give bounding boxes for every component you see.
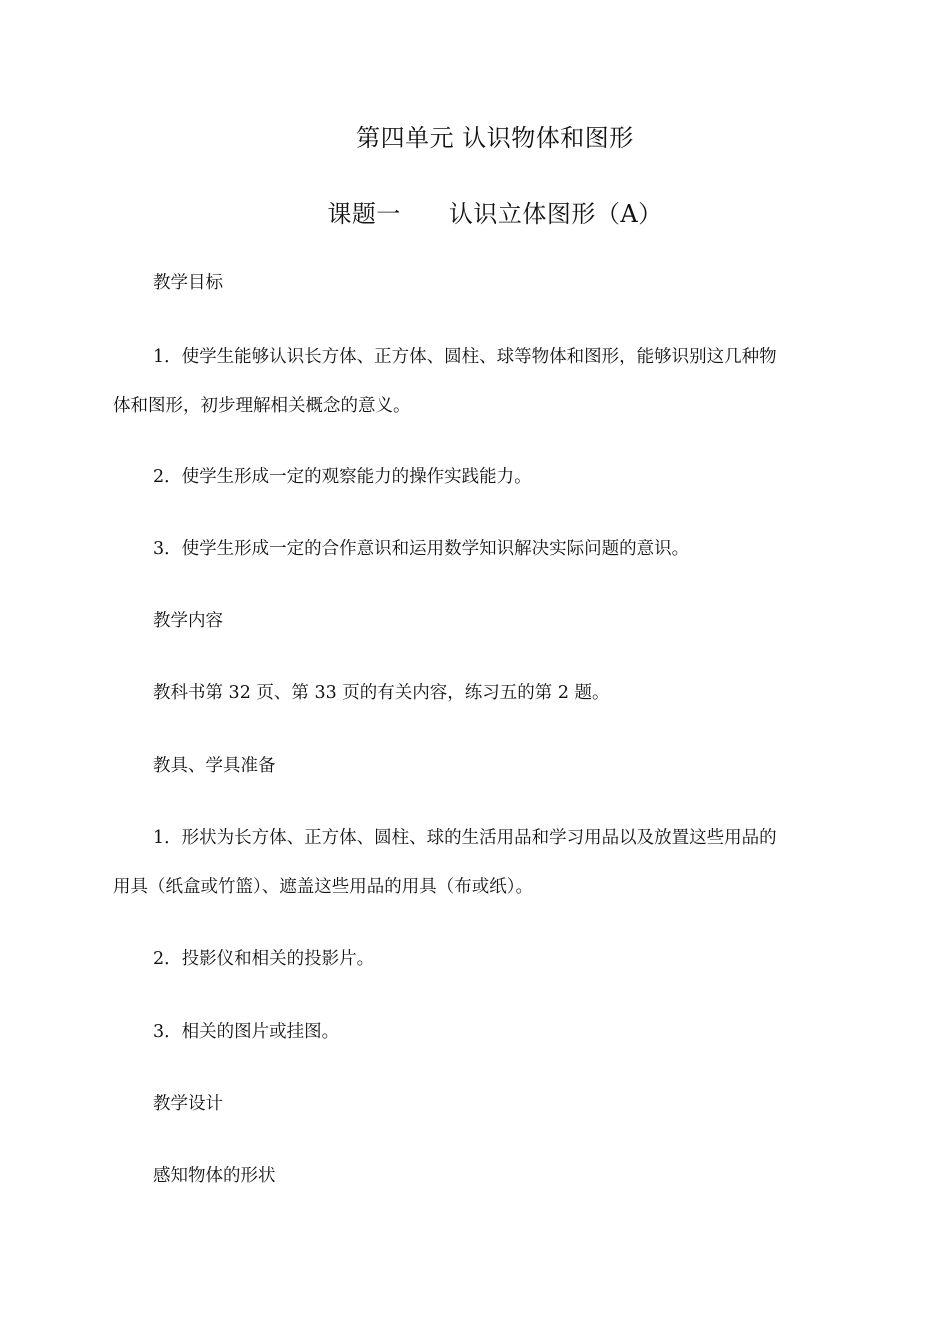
lesson-topic: 认识立体图形（A） (448, 200, 663, 228)
objective-1-line-2: 体和图形，初步理解相关概念的意义。 (113, 396, 411, 416)
content-text: 教科书第 32 页、第 33 页的有关内容，练习五的第 2 题。 (153, 683, 610, 703)
lesson-subtitle (0, 194, 950, 229)
document-title: 第四单元 认识物体和图形 (356, 124, 634, 152)
content-heading: 教学内容 (153, 611, 223, 631)
lesson-number: 课题一 (327, 200, 401, 228)
objective-1-line-1: 1．使学生能够认识长方体、正方体、圆柱、球等物体和图形，能够识别这几种物 (153, 347, 777, 367)
prep-1-line-1: 1．形状为长方体、正方体、圆柱、球的生活用品和学习用品以及放置这些用品的 (153, 828, 777, 848)
prep-1-line-2: 用具（纸盒或竹篮）、遮盖这些用品的用具（布或纸）。 (113, 877, 533, 897)
prep-heading: 教具、学具准备 (153, 756, 276, 776)
prep-2: 2．投影仪和相关的投影片。 (153, 949, 375, 969)
objective-2: 2．使学生形成一定的观察能力的操作实践能力。 (153, 467, 532, 487)
objective-3: 3．使学生形成一定的合作意识和运用数学知识解决实际问题的意识。 (153, 539, 690, 559)
design-heading: 教学设计 (153, 1094, 223, 1114)
prep-3: 3．相关的图片或挂图。 (153, 1022, 340, 1042)
objectives-heading: 教学目标 (153, 273, 223, 293)
design-subheading: 感知物体的形状 (153, 1166, 276, 1186)
